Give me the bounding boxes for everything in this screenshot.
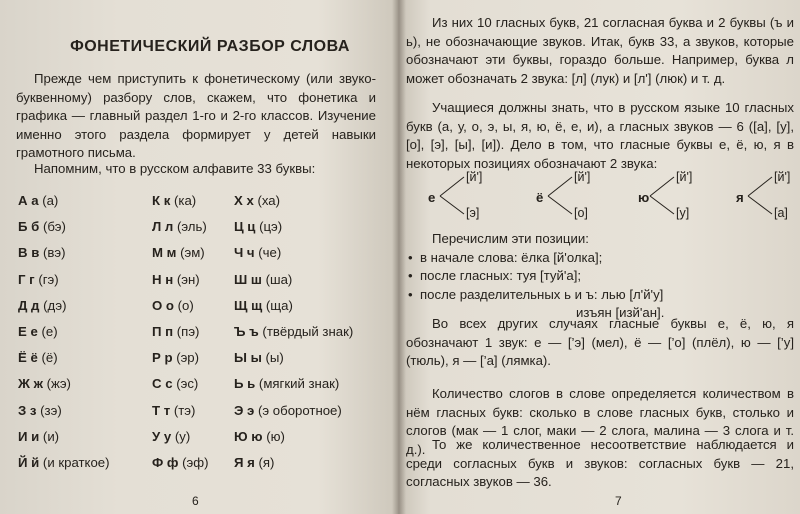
scheme-sound-top: [й'] [676,170,693,184]
letter-name: (е) [41,323,58,339]
alphabet-row [234,428,394,454]
alphabet-row [234,271,394,297]
paragraph-6: То же количественное несоответствие наблюдается и среди согласных букв и звуков: согласных букв — 21, согласных звуков — 36. [406,437,794,489]
scheme-vowel: е [428,190,436,205]
page-number-right: 7 [615,494,622,508]
letter: Ц ц [234,219,256,235]
letter: Н н [152,271,174,287]
paragraph-letters-count [406,14,794,88]
letter: В в [18,245,40,261]
letter-name: (зэ) [40,402,62,418]
letter: Й й [18,454,40,470]
scheme-sound-top: [й'] [574,170,591,184]
vowel-scheme [736,168,800,226]
page-title: ФОНЕТИЧЕСКИЙ РАЗБОР СЛОВА [70,38,350,55]
alphabet-row [234,244,394,270]
paragraph-one-sound [406,315,794,371]
letter: Ы ы [234,350,262,366]
letter-name: (мягкий знак) [258,376,340,392]
vowel-scheme [536,168,632,226]
letter-name: (пэ) [176,323,200,339]
letter: Д д [18,297,40,313]
letter: Л л [152,219,174,235]
paragraph-2: Учащиеся должны знать, что в русском языке 10 гласных букв (а, у, о, э, ы, я, ю, ё, е, и), а гласных звуков — 6 ([а], [у], [о], [э], [ы], [и]). Дело в том, что гласные буквы е, ё, ю, я в некоторых позициях обозначают 2 звука: [406,100,794,171]
alphabet-row [234,323,394,349]
letter: Ъ ъ [234,323,259,339]
letter: З з [18,402,37,418]
branch-lines [648,174,678,218]
letter: Э э [234,402,255,418]
position-item [406,249,794,268]
alphabet-column-3 [234,192,394,480]
letter-name: (эф) [182,454,209,470]
position-text: в начале слова: ёлка [й'олка]; [420,249,603,265]
letter: Ё ё [18,350,38,366]
letter-name: (ю) [266,428,285,444]
scheme-sound-bottom: [э] [466,206,480,220]
positions-list [406,249,794,305]
position-text: после разделительных ь и ъ: лью [л'й'у] [420,286,664,302]
letter-name: (эн) [176,271,200,287]
scheme-sound-top: [й'] [466,170,483,184]
alphabet-row [18,349,158,375]
letter: Б б [18,219,40,235]
letter: Ч ч [234,245,255,261]
alphabet-row [18,323,158,349]
letter-name: (ха) [257,193,281,208]
letter-name: (эм) [180,245,205,261]
page-number-left: 6 [192,494,199,508]
letter-name: (бэ) [42,219,66,235]
position-text: после гласных: туя [туй'а]; [420,268,582,283]
alphabet-row [234,192,394,218]
alphabet-row [18,375,158,401]
scheme-sound-bottom: [о] [574,206,588,220]
letter-name: (тэ) [173,402,196,418]
right-page [398,0,800,514]
letter: Ш ш [234,271,262,287]
alphabet-row [234,218,394,244]
scheme-sound-top: [й'] [774,170,791,184]
letter-name: (о) [177,297,194,313]
letter-name: (ы) [265,350,284,366]
letter: Х х [234,193,254,208]
intro-text: Прежде чем приступить к фонетическому (или звуко-буквенному) разбору слов, скажем, что фонетика и графика — главный раздел 1-го и 2-го классов. Изучение именно этого раздела формирует у детей навыки грамотного письма. [16,71,376,160]
scheme-vowel: ю [638,190,650,205]
vowel-scheme [638,168,734,226]
letter-name: (эр) [176,350,200,366]
letter-name: (я) [258,454,275,470]
letter: Ю ю [234,428,263,444]
letter-name: (э оборотное) [258,402,342,418]
alphabet-row [18,192,158,218]
alphabet-row [18,218,158,244]
letter-name: (эль) [176,219,207,235]
positions-block [406,230,794,323]
letter: О о [152,297,174,313]
position-item [406,286,794,305]
letter-name: (жэ) [46,376,71,392]
letter: М м [152,245,177,261]
alphabet-row [18,428,158,454]
bullet-icon: • [408,286,413,302]
alphabet-row [18,244,158,270]
scheme-sound-bottom: [а] [774,206,788,220]
scheme-sound-bottom: [у] [676,206,690,220]
alphabet-lead: Напомним, что в русском алфавите 33 буквы: [34,161,316,176]
letter: Ф ф [152,454,179,470]
paragraph-vowels [406,99,794,173]
alphabet-row [234,349,394,375]
letter: И и [18,428,40,444]
alphabet-row [234,297,394,323]
letter-name: (у) [174,428,191,444]
letter-name: (ё) [41,350,58,366]
letter-name: (и краткое) [42,454,110,470]
letter-name: (ка) [174,193,197,208]
letter-name: (эс) [176,376,199,392]
intro-paragraph [16,70,376,163]
branch-lines [546,174,576,218]
letter-name: (а) [42,193,59,208]
alphabet-row [18,271,158,297]
paragraph-4: Во всех других случаях гласные буквы е, ё, ю, я обозначают 1 звук: е — [’э] (мел), ё — [’о] (плёл), ю — [’у] (тюль), я — [’а] (лямка). [406,316,794,368]
scheme-vowel: я [736,190,744,205]
alphabet-row [234,402,394,428]
letter: К к [152,193,171,208]
letter: Ж ж [18,376,43,392]
alphabet-column-1 [18,192,158,480]
vowel-schemes [406,168,794,226]
letter-name: (вэ) [42,245,66,261]
letter: А а [18,193,39,208]
alphabet-row [18,454,158,480]
letter: П п [152,323,174,339]
letter-name: (цэ) [259,219,283,235]
letter-name: (ша) [265,271,293,287]
letter-name: (че) [258,245,282,261]
bullet-icon: • [408,249,413,265]
alphabet-row [18,297,158,323]
letter: Ь ь [234,376,256,392]
letter: Т т [152,402,171,418]
letter: Я я [234,454,255,470]
letter-name: (гэ) [38,271,59,287]
alphabet-row [234,454,394,480]
paragraph-5: Количество слогов в слове определяется количеством в нём гласных букв: сколько в слове гласных букв, столько и слогов (мак — 1 слог, маки — 2 слога, малина — 3 слога и т. д.). [406,386,794,457]
paragraph-1: Из них 10 гласных букв, 21 согласная буква и 2 буквы (ъ и ь), не обозначающие звуков. Итак, букв 33, а звуков, которые обозначают эти буквы, гораздо больше. Например, буква л может обозначать 2 звука: [л] (лук) и [л'] (люк) и т. д. [406,15,794,86]
left-page [0,0,398,514]
letter: С с [152,376,173,392]
scheme-vowel: ё [536,190,544,205]
vowel-scheme [428,168,524,226]
positions-lead: Перечислим эти позиции: [432,231,589,246]
paragraph-consonants [406,436,794,492]
position-item [406,267,794,286]
positions-extra: изъян [изй'ан]. [576,305,665,320]
branch-lines [746,174,776,218]
letter: Е е [18,323,38,339]
letter-name: (дэ) [43,297,67,313]
letter: Щ щ [234,297,263,313]
bullet-icon: • [408,268,413,283]
branch-lines [438,174,468,218]
letter-name: (и) [42,428,60,444]
letter: У у [152,428,172,444]
book-gutter [392,0,406,514]
alphabet-row [234,375,394,401]
alphabet-row [18,402,158,428]
letter-name: (твёрдый знак) [262,323,354,339]
letter: Г г [18,271,35,287]
letter-name: (ща) [265,297,293,313]
letter: Р р [152,350,173,366]
